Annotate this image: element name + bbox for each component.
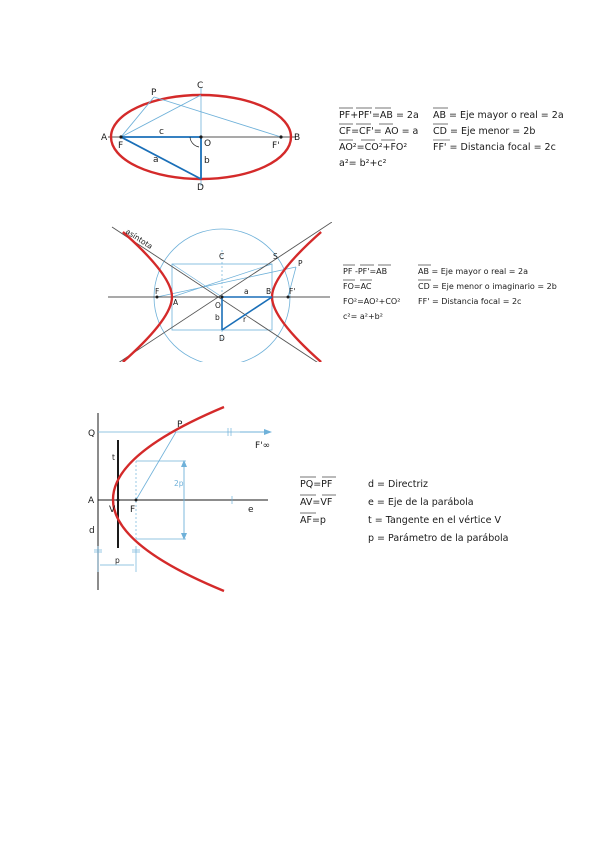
- parabola-point-f: F: [130, 505, 136, 515]
- parabola-definition: p = Parámetro de la parábola: [368, 533, 509, 544]
- hyperbola-point-a: A: [173, 298, 179, 307]
- ellipse-point-f: F: [118, 141, 124, 151]
- parabola-point-finf: F'∞: [255, 441, 271, 451]
- ellipse-seg-c: c: [159, 127, 164, 137]
- svg-text:2p: 2p: [174, 479, 184, 488]
- hyperbola-formula: c²= a²+b²: [343, 312, 383, 321]
- hyperbola-point-p: P: [298, 259, 303, 268]
- ellipse-definitions: [433, 108, 564, 153]
- hyperbola-point-s: S: [273, 252, 278, 261]
- ellipse-formula: PF+PF'=AB = 2a: [339, 110, 419, 121]
- parabola-diagram: [88, 407, 509, 591]
- hyperbola-formula: PF -PF'=AB: [343, 267, 388, 276]
- parabola-formula: PQ=PF: [300, 479, 333, 490]
- ellipse-diagram: [101, 81, 564, 193]
- ellipse-definition: AB = Eje mayor o real = 2a: [433, 110, 564, 121]
- ellipse-formulas: [339, 108, 419, 169]
- ellipse-seg-b: b: [204, 156, 210, 166]
- hyperbola-seg-a: a: [244, 287, 249, 296]
- hyperbola-definition: CD = Eje menor o imaginario = 2b: [418, 282, 557, 291]
- parabola-definition: t = Tangente en el vértice V: [368, 515, 501, 526]
- parabola-formulas: [300, 477, 336, 526]
- ellipse-pf-line: [121, 97, 154, 137]
- hyperbola-point-f2: F': [289, 287, 296, 296]
- hyperbola-point-d: D: [219, 334, 225, 343]
- ellipse-formula: AO²=CO²+FO²: [339, 142, 408, 153]
- ellipse-definition: CD = Eje menor = 2b: [433, 126, 536, 137]
- parabola-label-p: p: [115, 556, 120, 565]
- parabola-definition: e = Eje de la parábola: [368, 497, 474, 508]
- ellipse-point-c: C: [197, 81, 204, 91]
- ellipse-seg-a: a: [153, 155, 159, 165]
- ellipse-point-f2: F': [272, 141, 280, 151]
- parabola-curve: [113, 407, 224, 591]
- ellipse-point-a: A: [101, 133, 108, 143]
- ellipse-point-o: O: [204, 139, 212, 149]
- hyperbola-seg-b: b: [215, 313, 220, 322]
- hyperbola-point-c: C: [219, 252, 225, 261]
- hyperbola-formulas: [343, 265, 400, 321]
- hyperbola-formula: FO²=AO²+CO²: [343, 297, 401, 306]
- hyperbola-formula: FO=AC: [343, 282, 372, 291]
- parabola-formula: AV=VF: [300, 497, 333, 508]
- parabola-label-d: d: [89, 526, 95, 536]
- hyperbola-asymptote-label: asíntota: [123, 226, 155, 251]
- hyperbola-definitions: [418, 265, 557, 306]
- parabola-label-t: t: [112, 453, 115, 462]
- hyperbola-r-segment: [222, 297, 272, 330]
- ellipse-point-d: D: [197, 183, 204, 193]
- hyperbola-point-o: O: [215, 301, 221, 310]
- parabola-point-a: A: [88, 496, 95, 506]
- parabola-point-v: V: [109, 505, 116, 515]
- hyperbola-diagram: [108, 222, 557, 372]
- parabola-point-q: Q: [88, 429, 96, 439]
- parabola-definition: d = Directriz: [368, 479, 429, 490]
- ellipse-formula: CF=CF'= AO = a: [339, 126, 419, 137]
- hyperbola-definition: AB = Eje mayor o real = 2a: [418, 267, 529, 276]
- parabola-label-e: e: [248, 505, 254, 515]
- hyperbola-point-b: B: [266, 287, 272, 296]
- parabola-definitions: [368, 479, 509, 544]
- ellipse-formula: a²= b²+c²: [339, 158, 387, 169]
- hyperbola-aux-line: [172, 264, 272, 297]
- ellipse-a-segment: [121, 137, 201, 179]
- ellipse-definition: FF' = Distancia focal = 2c: [433, 142, 556, 153]
- ellipse-pf2-line: [154, 97, 281, 137]
- hyperbola-pf-line: [157, 267, 296, 297]
- hyperbola-seg-r: r: [243, 315, 247, 324]
- hyperbola-definition: FF' = Distancia focal = 2c: [418, 297, 522, 306]
- parabola-formula: AF=p: [300, 515, 326, 526]
- ellipse-point-b: B: [294, 133, 301, 143]
- hyperbola-point-f: F: [155, 287, 160, 296]
- ellipse-angle-mark: [190, 137, 199, 147]
- parabola-point-p: P: [177, 420, 183, 430]
- ellipse-point-p: P: [151, 88, 157, 98]
